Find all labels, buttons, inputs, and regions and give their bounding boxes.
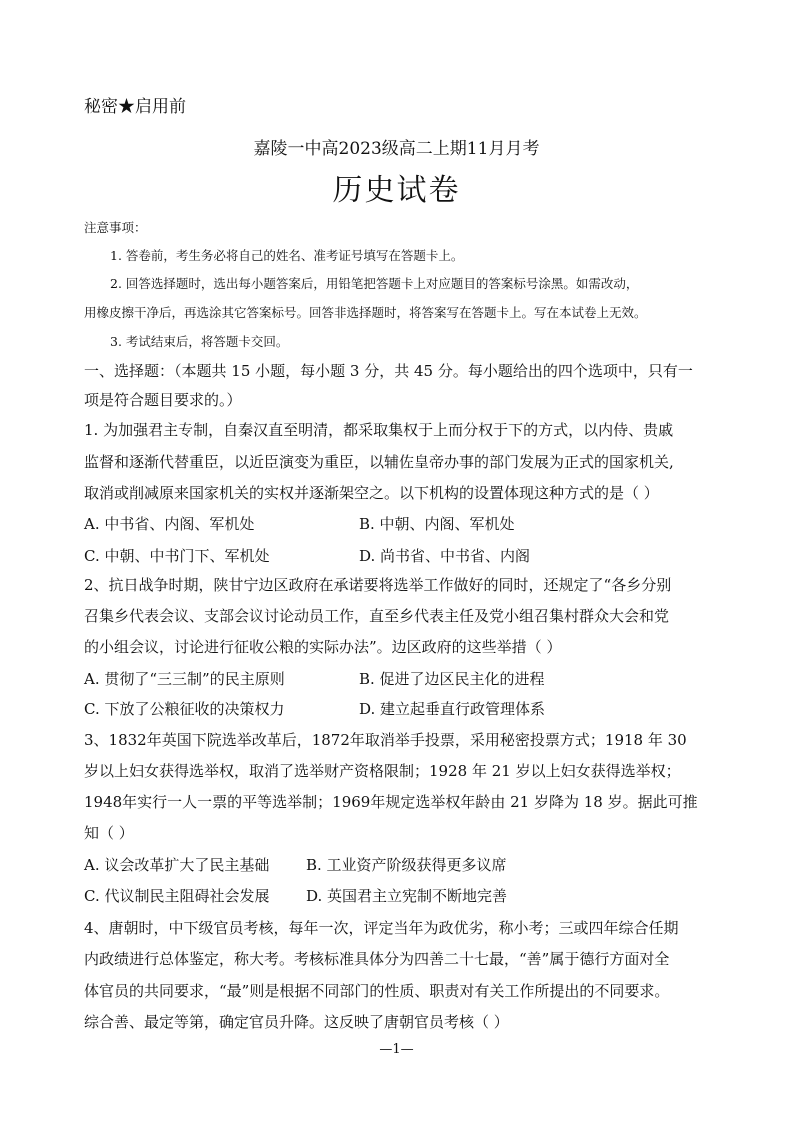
question-2-option-d: D. 建立起垂直行政管理体系 [359,700,546,718]
exam-title: 嘉陵一中高2023级高二上期11月月考 [253,139,540,159]
question-2-option-b: B. 促进了边区民主化的进程 [359,670,545,688]
question-2-option-a: A. 贯彻了“三三制”的民主原则 [84,670,285,688]
question-1-option-c: C. 中朝、中书门下、军机处 [84,547,270,565]
notice-line: 3. 考试结束后，将答题卡交回。 [110,334,289,349]
section-heading: 一、选择题：（本题共 15 小题，每小题 3 分，共 45 分。每小题给出的四个选项中，只有一 [84,362,693,380]
question-3-option-d: D. 英国君主立宪制不断地完善 [306,887,508,905]
notice-line: 2. 回答选择题时，选出每小题答案后，用铅笔把答题卡上对应题目的答案标号涂黑。如需改动， [110,276,639,291]
confidential-mark: 秘密★启用前 [84,97,186,117]
question-4-text: 综合善、最定等第，确定官员升降。这反映了唐朝官员考核（ ） [84,1013,509,1031]
question-3-text: 岁以上妇女获得选举权，取消了选举财产资格限制；1928 年 21 岁以上妇女获得选举权； [84,762,681,780]
question-1-text: 监督和逐渐代替重臣，以近臣演变为重臣，以辅佐皇帝办事的部门发展为正式的国家机关, [84,453,674,471]
question-1-text: 1. 为加强君主专制，自秦汉直至明清，都采取集权于上而分权于下的方式，以内侍、贵戚 [84,421,674,439]
question-3-option-b: B. 工业资产阶级获得更多议席 [306,856,507,874]
question-3-text: 1948年实行一人一票的平等选举制；1969年规定选举权年龄由 21 岁降为 18 岁。据此可推 [84,793,698,811]
notice-line: 1. 答卷前，考生务必将自己的姓名、准考证号填写在答题卡上。 [110,248,464,263]
question-3-option-a: A. 议会改革扩大了民主基础 [84,856,270,874]
question-1-text: 取消或削减原来国家机关的实权并逐渐架空之。以下机构的设置体现这种方式的是（ ） [84,484,659,502]
question-3-option-c: C. 代议制民主阻碍社会发展 [84,887,270,905]
page-number: —1— [379,1042,414,1057]
question-1-option-a: A. 中书省、内阁、军机处 [84,515,255,533]
question-1-option-d: D. 尚书省、中书省、内阁 [359,547,531,565]
question-2-option-c: C. 下放了公粮征收的决策权力 [84,700,285,718]
question-3-text: 知（ ） [84,824,134,842]
notice-line: 用橡皮擦干净后，再选涂其它答案标号。回答非选择题时，将答案写在答题卡上。写在本试卷上无效。 [84,305,647,320]
question-4-text: 体官员的共同要求，“最”则是根据不同部门的性质、职责对有关工作所提出的不同要求。 [84,982,670,1000]
question-3-text: 3、1832年英国下院选举改革后，1872年取消举手投票，采用秘密投票方式；1918 年 30 [84,731,687,749]
subject-title: 历史试卷 [332,173,461,208]
question-1-option-b: B. 中朝、内阁、军机处 [359,515,515,533]
question-4-text: 内政绩进行总体鉴定，称大考。考核标准具体分为四善二十七最，“善”属于德行方面对全 [84,950,670,968]
section-heading-cont: 项是符合题目要求的。） [84,391,242,409]
question-4-text: 4、唐朝时，中下级官员考核，每年一次，评定当年为政优劣，称小考；三或四年综合任期 [84,919,679,937]
question-2-text: 召集乡代表会议、支部会议讨论动员工作，直至乡代表主任及党小组召集村群众大会和党 [84,607,670,625]
question-2-text: 的小组会议，讨论进行征收公粮的实际办法”。边区政府的这些举措（ ） [84,638,562,656]
notice-heading: 注意事项： [84,220,147,235]
question-2-text: 2、抗日战争时期，陕甘宁边区政府在承诺要将选举工作做好的同时，还规定了“各乡分别 [84,576,672,594]
